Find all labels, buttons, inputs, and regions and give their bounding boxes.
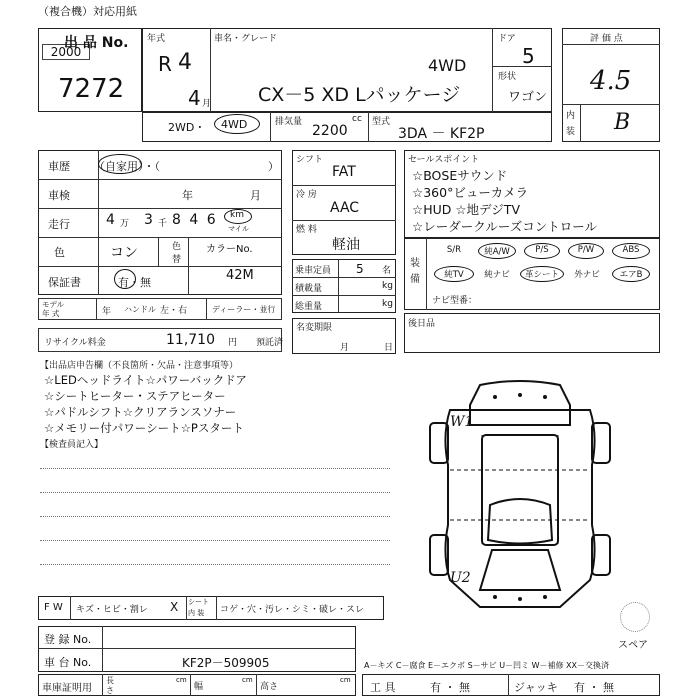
fuel-value: 軽油	[332, 237, 360, 253]
recycle-unit: 円	[228, 338, 238, 348]
seller-notes-label: 【出品店申告欄（不良箇所・欠品・注意事項等）	[40, 361, 239, 371]
mileage-man-unit: 万	[120, 219, 130, 229]
damage-mark-w1: W1	[450, 414, 474, 430]
inspection-month: 月	[250, 189, 261, 202]
handle-value: 左・右	[160, 306, 188, 316]
load-unit: kg	[382, 281, 393, 291]
seller-note: ☆LEDヘッドライト☆パワーバックドア	[44, 373, 247, 387]
history-value: （自家用）・（	[94, 160, 160, 173]
equip-pw: P/W	[577, 245, 595, 255]
color-label: 色	[54, 246, 65, 259]
fw-mark: X	[170, 600, 179, 614]
chassis-label: 車 台 No.	[44, 656, 92, 669]
seller-note: ☆シートヒーター・ステアヒーター	[44, 389, 226, 403]
selling-point: ☆360°ビューカメラ	[412, 185, 529, 200]
load-label: 積載量	[295, 284, 323, 294]
interior-label-1: 内	[566, 111, 576, 121]
retrofit-box	[404, 313, 660, 353]
drive-text: 4WD	[428, 56, 467, 75]
model-code: 3DA － KF2P	[398, 126, 485, 142]
capacity-value: 5	[356, 262, 364, 276]
interior-label-2: 装	[566, 127, 576, 137]
chassis-number: KF2P－509905	[182, 656, 270, 670]
lot-number: 7272	[58, 74, 125, 104]
equip-tv: 純TV	[444, 270, 464, 280]
model-year-label-2: 年 式	[42, 309, 60, 318]
ac-value: AAC	[330, 200, 360, 216]
damage-mark-u2: U2	[450, 570, 471, 586]
gross-unit: kg	[382, 299, 393, 309]
equip-nav: 純ナビ	[484, 270, 510, 280]
ac-label: 冷 房	[296, 190, 317, 200]
score-value: 4.5	[590, 66, 632, 96]
displacement-unit: cc	[352, 114, 362, 124]
garage-cert-label: 車庫証明用	[42, 683, 92, 694]
height-unit: cm	[340, 676, 351, 684]
month-unit: 月	[202, 99, 212, 109]
score-label: 評 価 点	[590, 34, 623, 44]
door-count: 5	[522, 44, 535, 68]
color-value: コン	[110, 245, 138, 261]
shift-value: FAT	[332, 164, 356, 180]
top-note: （複合機）対応用紙	[38, 5, 137, 18]
capacity-unit: 名	[382, 266, 392, 276]
equipment-label-2: 備	[410, 274, 420, 285]
recycle-label: リサイクル料金	[44, 338, 106, 348]
selling-points-label: セールスポイント	[408, 155, 480, 165]
seller-note: ☆メモリー付パワーシート☆Pスタート	[44, 421, 244, 435]
retrofit-label: 後日品	[408, 319, 436, 329]
inspection-year: 年	[182, 189, 193, 202]
mileage-man: 4	[106, 212, 115, 228]
equip-ext-nav: 外ナビ	[574, 270, 600, 280]
color-no: 42M	[226, 268, 254, 283]
recycle-status: 預託済	[256, 338, 284, 348]
car-name-label: 車名・グレード	[214, 34, 278, 44]
model-year-label-1: モデル	[42, 300, 65, 309]
year-era: R	[158, 52, 172, 76]
fuel-label: 燃 料	[296, 225, 317, 235]
equip-sr: S/R	[446, 245, 462, 255]
equip-abs: ABS	[622, 245, 640, 255]
car-name-grade: CX－5 XD Lパッケージ	[258, 84, 461, 106]
equipment-label-1: 装	[410, 258, 420, 269]
warranty-value: 有・無	[118, 276, 151, 289]
color-change-1: 色	[172, 242, 182, 252]
displacement-value: 2200	[312, 123, 348, 139]
seat-label-2: 内 装	[188, 609, 205, 617]
model-label: 型式	[372, 117, 391, 127]
mileage-label: 走行	[48, 218, 70, 231]
jack-label: ジャッキ	[514, 681, 558, 694]
warranty-label: 保証書	[48, 276, 81, 289]
spare-tire-icon	[620, 602, 650, 632]
dealer-label: ディーラー・並行	[212, 305, 276, 314]
tools-value: 有 ・ 無	[430, 681, 470, 694]
equip-airbag: エアB	[619, 270, 643, 280]
year-label: 年式	[147, 34, 166, 44]
fw-text: キズ・ヒビ・割レ	[76, 605, 148, 615]
seat-text: コゲ・穴・汚レ・シミ・破レ・スレ	[220, 605, 365, 615]
door-label: ドア	[498, 34, 516, 44]
mileage-unit: km	[230, 210, 244, 220]
nav-model-label: ナビ型番：	[432, 296, 478, 306]
capacity-label: 乗車定員	[295, 266, 332, 276]
equip-leather: 革シート	[524, 270, 559, 280]
selling-point: ☆HUD ☆地デジTV	[412, 202, 520, 217]
history-label: 車歴	[48, 160, 70, 173]
interior-score: B	[614, 110, 631, 135]
history-close: ）	[268, 160, 279, 173]
width-unit: cm	[242, 676, 253, 684]
tools-row	[362, 674, 660, 696]
recycle-value: 11,710	[166, 332, 215, 348]
fw-label: F W	[44, 602, 63, 613]
lot-sub-label: 2000	[42, 44, 90, 60]
width-label: 幅	[194, 682, 204, 692]
lot-label: 出 品 No.	[64, 35, 129, 51]
inspector-label: 【検査員記入】	[40, 440, 104, 450]
length-label-2: さ	[106, 686, 114, 695]
mileage-sen-unit: 千	[158, 219, 168, 229]
seller-note: ☆パドルシフト☆クリアランスソナー	[44, 405, 237, 419]
mileage-rest: 8 4 6	[172, 212, 218, 228]
name-change-day: 日	[384, 343, 394, 353]
mileage-sen: 3	[144, 212, 153, 228]
spare-label: スペア	[618, 640, 648, 651]
color-no-label: カラーNo.	[206, 244, 253, 255]
body-shape: ワゴン	[508, 90, 548, 105]
year-num: 4	[178, 50, 192, 75]
inspection-label: 車検	[48, 189, 70, 202]
model-year-unit: 年	[102, 307, 112, 317]
tools-label: 工 具	[370, 681, 396, 694]
drive-options: 2WD・	[168, 121, 206, 134]
month-num: 4	[188, 86, 201, 110]
jack-value: 有 ・ 無	[574, 681, 614, 694]
length-label-1: 長	[106, 676, 114, 685]
equip-alloy: 純A/W	[484, 247, 510, 257]
shift-label: シフト	[296, 155, 324, 165]
registration-label: 登 録 No.	[44, 633, 92, 646]
name-change-month: 月	[340, 343, 350, 353]
selling-point: ☆BOSEサウンド	[412, 168, 508, 183]
height-label: 高さ	[260, 682, 279, 692]
name-change-label: 名変期限	[296, 323, 333, 333]
seat-label-1: シート	[188, 598, 209, 606]
displacement-label: 排気量	[275, 117, 303, 127]
shape-label: 形状	[498, 72, 517, 82]
selling-point: ☆レーダークルーズコントロール	[412, 219, 597, 234]
handle-label: ハンドル	[124, 305, 156, 314]
gross-label: 総重量	[295, 302, 323, 312]
mileage-unit2: マイル	[228, 225, 249, 233]
equip-ps: P/S	[535, 245, 549, 255]
drive-selected: 4WD	[221, 118, 248, 131]
damage-legend: A－キズ C－腐食 E－エクボ S－サビ U－凹ミ W－補修 XX－交換済	[364, 661, 610, 670]
color-change-2: 替	[172, 255, 182, 265]
length-unit: cm	[176, 676, 187, 684]
